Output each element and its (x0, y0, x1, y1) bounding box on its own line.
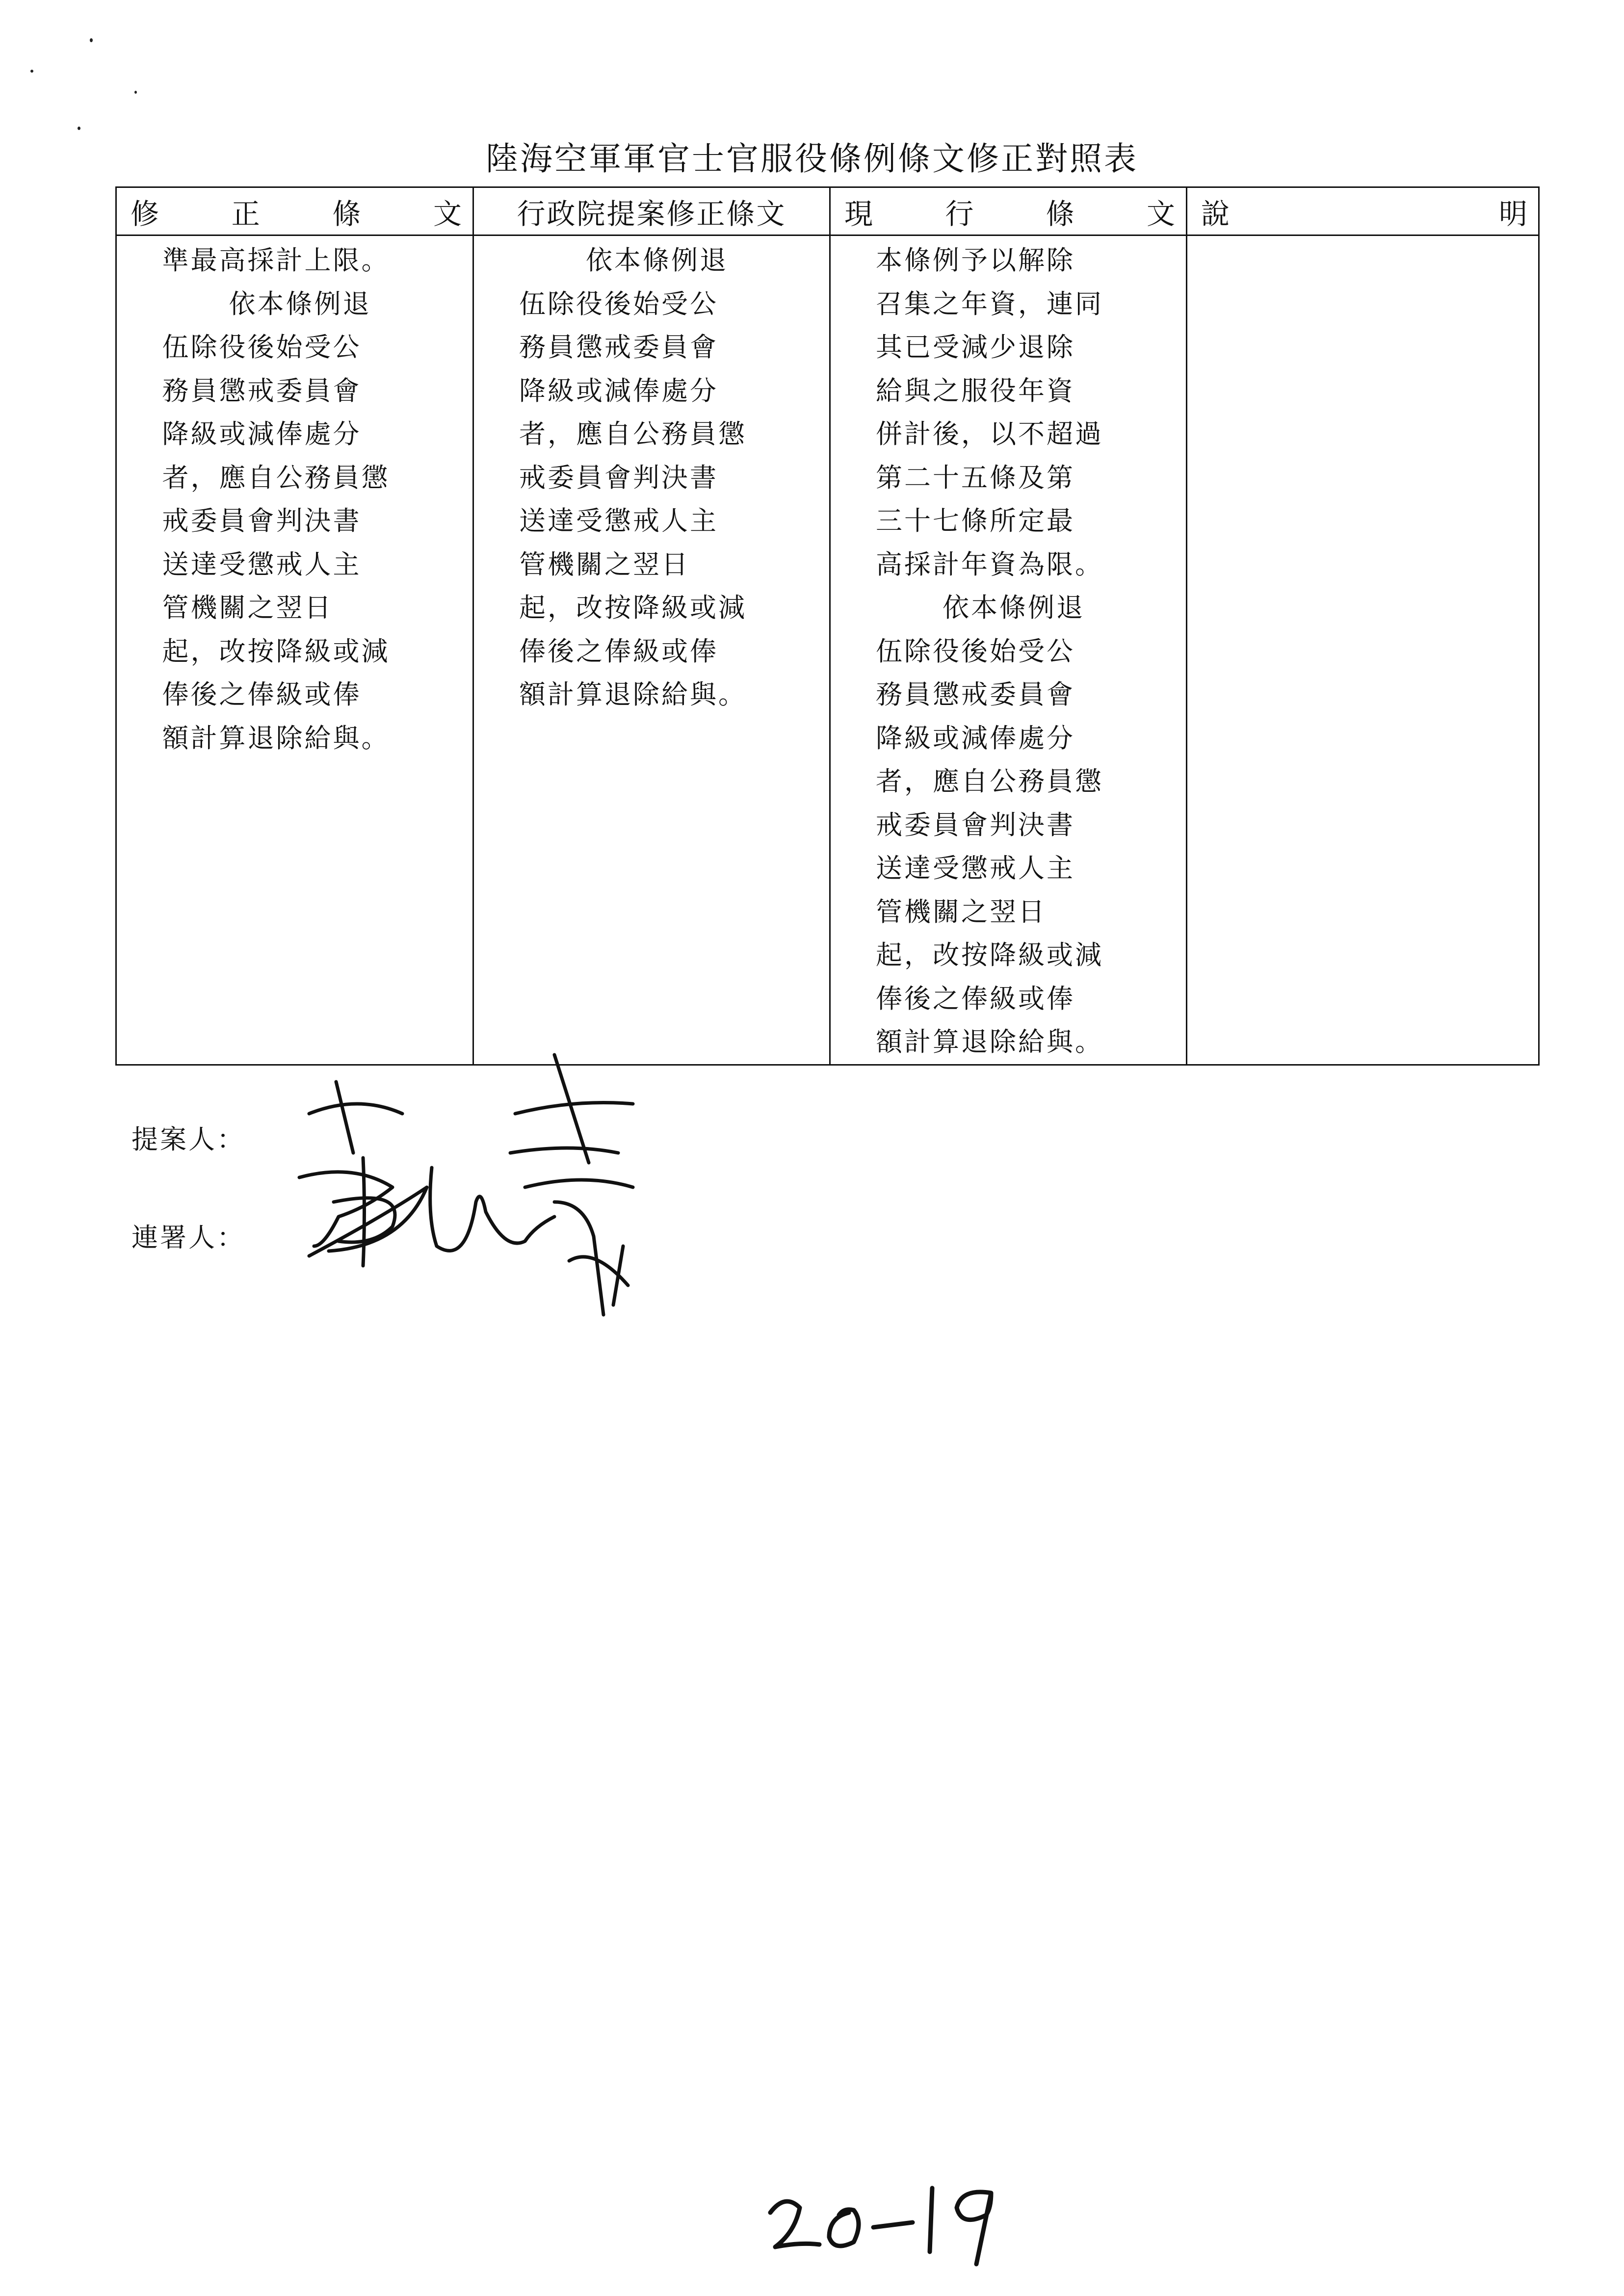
header-char: 文 (1146, 197, 1175, 231)
text-line: 伍除役後始受公 (519, 288, 718, 319)
text-line: 併計後，以不超過 (876, 418, 1103, 449)
text-line: 務員懲戒委員會 (519, 332, 718, 363)
cell-executive-proposal (473, 235, 830, 1065)
header-notes (1187, 187, 1539, 235)
text-line: 管機關之翌日 (162, 592, 333, 623)
text-line: 管機關之翌日 (876, 896, 1047, 927)
text-line: 起，改按降級或減 (519, 592, 747, 623)
text-line: 起，改按降級或減 (876, 939, 1103, 970)
text-line: 本條例予以解除 (876, 245, 1075, 276)
text-line: 者，應自公務員懲 (162, 462, 390, 493)
header-char: 正 (231, 197, 260, 231)
handwritten-signature (280, 1040, 721, 1334)
text-line: 降級或減俸處分 (519, 375, 718, 406)
text-line: 額計算退除給與。 (519, 679, 747, 710)
text-line: 管機關之翌日 (519, 548, 690, 580)
header-char: 條 (332, 197, 361, 231)
text-line: 務員懲戒委員會 (876, 679, 1075, 710)
text-line: 準最高採計上限。 (162, 245, 390, 276)
text-line: 高採計年資為限。 (876, 548, 1103, 580)
header-current-text (830, 187, 1187, 235)
text-line: 依本條例退 (943, 592, 1085, 623)
text-line: 其已受減少退除 (876, 332, 1075, 363)
text-line: 第二十五條及第 (876, 462, 1075, 493)
cosigner-label: 連署人： (131, 1222, 245, 1253)
text-line: 送達受懲戒人主 (876, 853, 1075, 884)
cell-amended-text (116, 235, 473, 1065)
text-line: 送達受懲戒人主 (162, 548, 362, 580)
text-line: 務員懲戒委員會 (162, 375, 362, 406)
text-line: 額計算退除給與。 (162, 722, 390, 754)
header-amended-text (116, 187, 473, 235)
scan-speck (30, 70, 33, 73)
text-line: 者，應自公務員懲 (519, 418, 747, 449)
scan-speck (134, 91, 137, 94)
text-line: 伍除役後始受公 (876, 635, 1075, 667)
text-line: 戒委員會判決書 (876, 809, 1075, 840)
text-line: 者，應自公務員懲 (876, 766, 1103, 797)
text-line: 召集之年資，連同 (876, 288, 1103, 319)
header-char: 條 (1046, 197, 1074, 231)
table-header-row (116, 187, 1539, 235)
text-line: 額計算退除給與。 (876, 1026, 1103, 1057)
text-line: 伍除役後始受公 (162, 332, 362, 363)
header-char: 說 (1201, 197, 1230, 231)
header-char: 行 (945, 197, 974, 231)
text-line: 三十七條所定最 (876, 505, 1075, 536)
comparison-table (115, 186, 1540, 1066)
text-line: 俸後之俸級或俸 (162, 679, 362, 710)
text-line: 依本條例退 (229, 288, 371, 319)
scan-speck (78, 127, 80, 130)
text-line: 降級或減俸處分 (876, 722, 1075, 754)
scan-speck (90, 38, 93, 42)
document-title: 陸海空軍軍官士官服役條例條文修正對照表 (486, 140, 1138, 178)
text-line: 依本條例退 (586, 245, 728, 276)
current-text-block (876, 239, 1141, 1064)
header-char: 明 (1498, 197, 1527, 231)
header-char: 文 (433, 197, 462, 231)
text-line: 給與之服役年資 (876, 375, 1075, 406)
amended-text-block (162, 239, 427, 760)
text-line: 俸後之俸級或俸 (519, 635, 718, 667)
header-label: 行政院提案修正條文 (517, 197, 786, 231)
text-line: 戒委員會判決書 (162, 505, 362, 536)
header-executive-proposal (473, 187, 830, 235)
text-line: 降級或減俸處分 (162, 418, 362, 449)
table-body-row (116, 235, 1539, 1065)
header-char: 現 (844, 197, 873, 231)
cell-notes (1187, 235, 1539, 1065)
proposer-label: 提案人： (131, 1124, 245, 1155)
text-line: 戒委員會判決書 (519, 462, 718, 493)
header-char: 修 (131, 197, 159, 231)
handwritten-page-number (760, 2168, 1016, 2267)
text-line: 俸後之俸級或俸 (876, 983, 1075, 1014)
cell-current-text (830, 235, 1187, 1065)
executive-text-block (519, 239, 784, 717)
text-line: 起，改按降級或減 (162, 635, 390, 667)
text-line: 送達受懲戒人主 (519, 505, 718, 536)
